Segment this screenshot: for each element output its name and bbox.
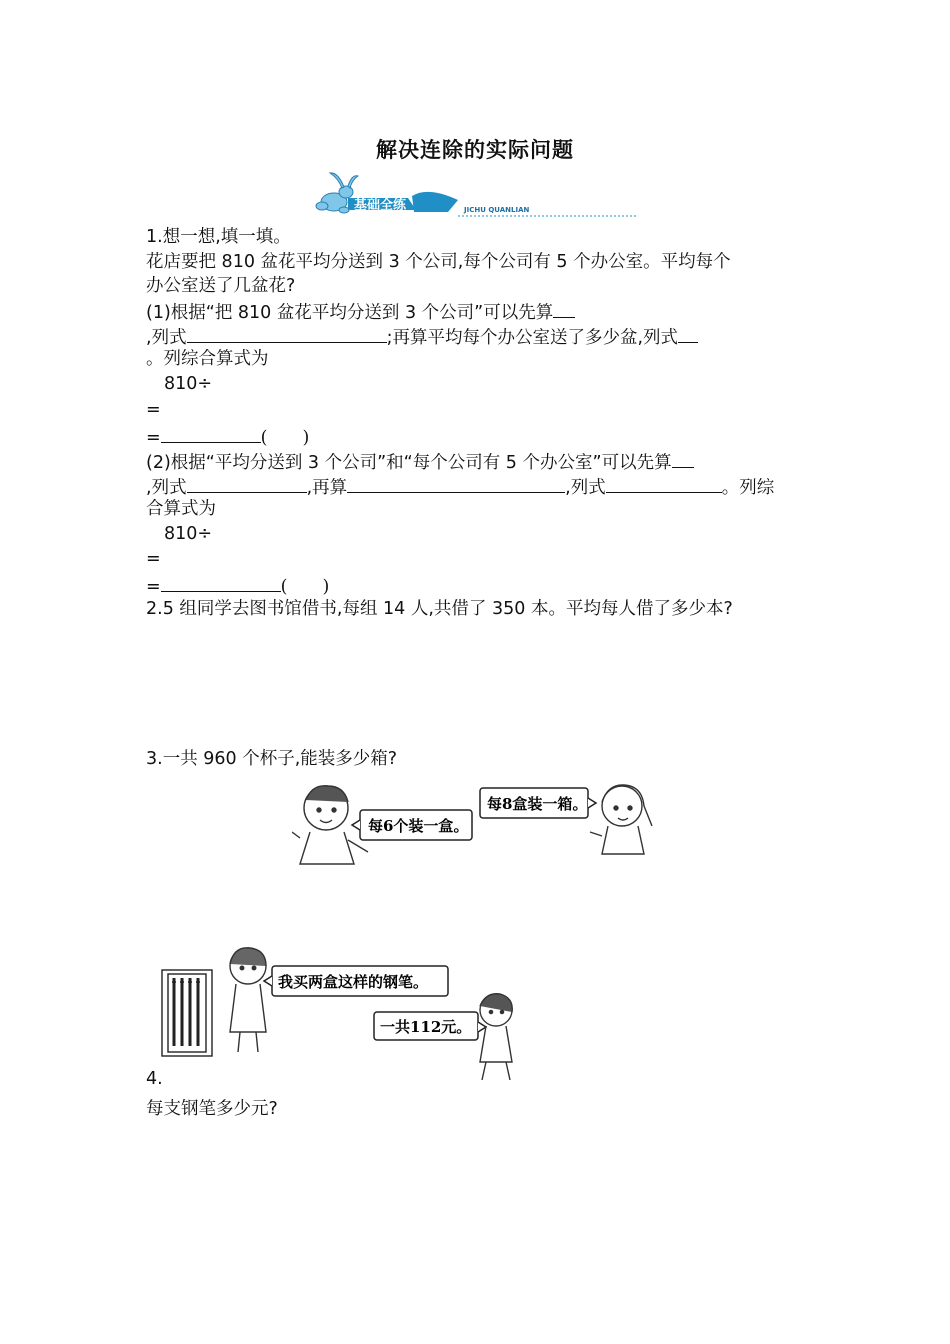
q3-text: 3.一共 960 个杯子,能装多少箱? <box>146 749 398 769</box>
q1-stem-line1: 花店要把 810 盆花平均分送到 3 个公司,每个公司有 5 个办公室。平均每个 <box>146 252 731 272</box>
q1-part2-line1 <box>146 449 694 474</box>
equals-sign: = <box>146 428 161 448</box>
section-banner <box>308 170 640 222</box>
boy-speech-text: 每6个装一盒。 <box>368 817 469 835</box>
page-title: 解决连除的实际问题 <box>376 137 574 162</box>
answer-blank[interactable] <box>347 474 565 493</box>
girl-icon <box>230 948 266 1052</box>
q1-part2-line3: 合算式为 <box>146 499 216 519</box>
unit-parentheses[interactable]: ( ) <box>260 428 310 448</box>
answer-blank[interactable] <box>161 424 261 443</box>
banner-graphic <box>308 170 640 222</box>
label-text: ,列式 <box>146 478 187 498</box>
q1-part1-line1 <box>146 299 575 324</box>
girl2-speech-text: 一共112元。 <box>380 1018 472 1036</box>
banner-subtitle: JICHU QUANLIAN <box>464 206 530 214</box>
answer-blank[interactable] <box>553 299 575 318</box>
label-text: ,列式 <box>146 328 187 348</box>
answer-blank[interactable] <box>187 474 307 493</box>
label-text: ;再算平均每个办公室送了多少盆,列式 <box>386 328 679 348</box>
pen-box-icon <box>162 970 212 1056</box>
answer-blank[interactable] <box>606 474 722 493</box>
q1-part1-equals1: = <box>146 400 161 420</box>
girl-icon <box>480 994 512 1080</box>
label-text: ,列式 <box>565 478 606 498</box>
q4-question: 每支钢笔多少元? <box>146 1099 278 1119</box>
girl-icon <box>590 785 652 854</box>
q1-part1-expression: 810÷ <box>164 374 213 394</box>
q1-part1-equals2-row <box>146 424 309 449</box>
q1-stem-line2: 办公室送了几盆花? <box>146 276 296 296</box>
q1-heading: 1.想一想,填一填。 <box>146 227 291 247</box>
girl-speech-text: 每8盒装一箱。 <box>487 795 588 813</box>
q1-part2-expression: 810÷ <box>164 524 213 544</box>
q4-figure-svg <box>160 942 530 1082</box>
q4-number: 4. <box>146 1069 163 1089</box>
q1-part1-text: (1)根据“把 810 盆花平均分送到 3 个公司”可以先算 <box>146 303 554 323</box>
q3-illustration <box>292 780 662 870</box>
q2-text: 2.5 组同学去图书馆借书,每组 14 人,共借了 350 本。平均每人借了多少本? <box>146 599 733 619</box>
unit-parentheses[interactable]: ( ) <box>280 577 330 597</box>
answer-blank[interactable] <box>672 449 694 468</box>
equals-sign: = <box>146 577 161 597</box>
label-text: (2)根据“平均分送到 3 个公司”和“每个公司有 5 个办公室”可以先算 <box>146 453 672 473</box>
label-text: ,再算 <box>306 478 348 498</box>
q4-illustration <box>160 942 530 1082</box>
girl1-speech-text: 我买两盒这样的钢笔。 <box>278 973 429 991</box>
answer-blank[interactable] <box>678 324 698 343</box>
q3-figure-svg <box>292 780 662 870</box>
q1-part2-equals1: = <box>146 549 161 569</box>
answer-blank[interactable] <box>187 324 387 343</box>
label-text: 。列综 <box>721 478 775 498</box>
q1-part2-line2 <box>146 474 774 499</box>
banner-text: 基础全练 <box>354 198 407 213</box>
q1-part1-line2 <box>146 324 698 349</box>
q1-part2-equals2-row <box>146 573 329 598</box>
answer-blank[interactable] <box>161 573 281 592</box>
q1-part1-line3: 。列综合算式为 <box>146 349 269 369</box>
